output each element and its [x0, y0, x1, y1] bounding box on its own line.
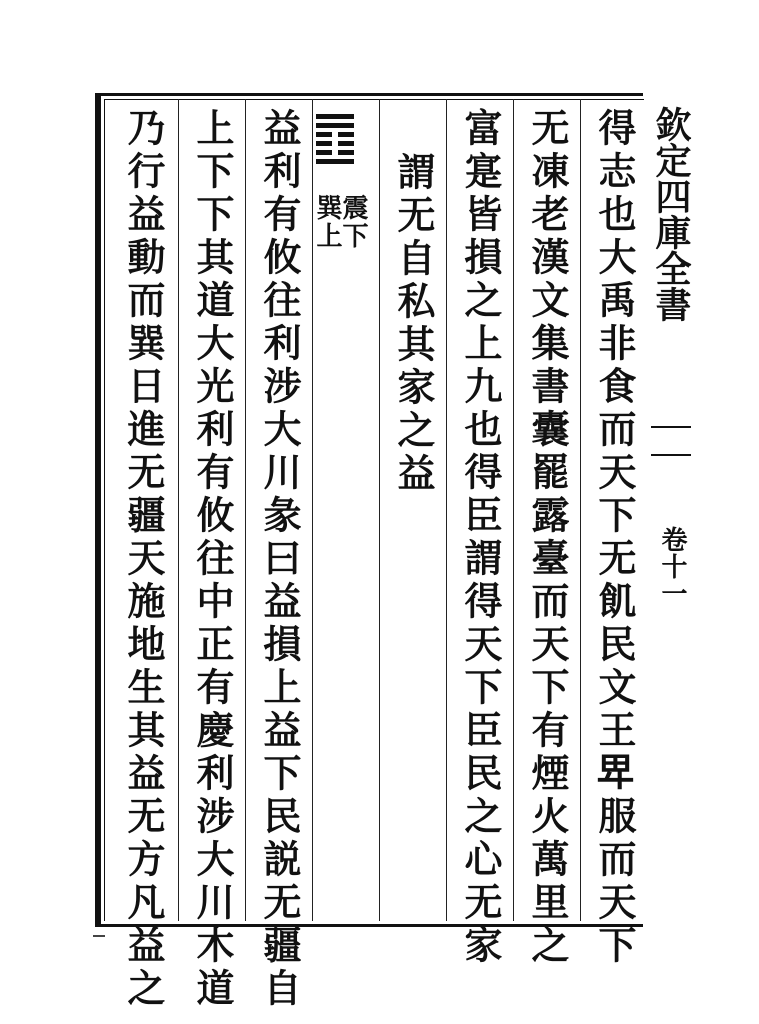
- column-text: 得志也大禹非食而天下无飢民文王𤰞服而天下: [592, 108, 637, 968]
- upper-trigram-label: 巽上: [312, 194, 342, 250]
- column-text: 富寔皆損之上九也得臣謂得天下臣民之心无家: [458, 108, 503, 968]
- column-text: 无凍老漢文集書囊罷露臺而天下有煙火萬里之: [525, 108, 570, 968]
- column-rule: [513, 99, 514, 921]
- column-rule: [580, 99, 581, 921]
- hexagram-line: [316, 150, 354, 155]
- column-rule: [379, 99, 380, 921]
- text-column-4: [382, 108, 444, 918]
- hexagram-line: [316, 132, 354, 137]
- hexagram-line: [316, 123, 354, 128]
- text-column-1: [583, 108, 645, 968]
- hexagram-block: [312, 108, 378, 308]
- hexagram-line: [316, 159, 354, 164]
- hexagram-line: [316, 114, 354, 119]
- text-column-7: [112, 108, 174, 1011]
- lower-trigram-label: 震下: [338, 194, 368, 250]
- fishtail-mark-icon: [651, 426, 691, 456]
- text-column-5: [248, 108, 310, 1011]
- margin-dash: [93, 935, 105, 937]
- margin-band: [645, 96, 700, 924]
- column-text: 乃行益動而巽日進无疆天施地生其益无方凡益之: [121, 108, 166, 1011]
- column-rule: [178, 99, 179, 921]
- text-column-2: [516, 108, 578, 968]
- book-title: 欽定四庫全書: [650, 106, 692, 322]
- column-text: 上下下其道大光利有攸往中正有慶利涉大川木道: [190, 108, 235, 1011]
- column-rule: [446, 99, 447, 921]
- column-rule: [245, 99, 246, 921]
- text-column-6: [181, 108, 243, 1011]
- chapter-number: 卷十一: [657, 526, 687, 607]
- hexagram-yi-icon: [316, 114, 354, 168]
- hexagram-line: [316, 141, 354, 146]
- text-column-3: [449, 108, 511, 968]
- column-text: 益利有攸往利涉大川彖曰益損上益下民説无疆自: [257, 108, 302, 1011]
- column-text: 謂无自私其家之益: [391, 152, 436, 496]
